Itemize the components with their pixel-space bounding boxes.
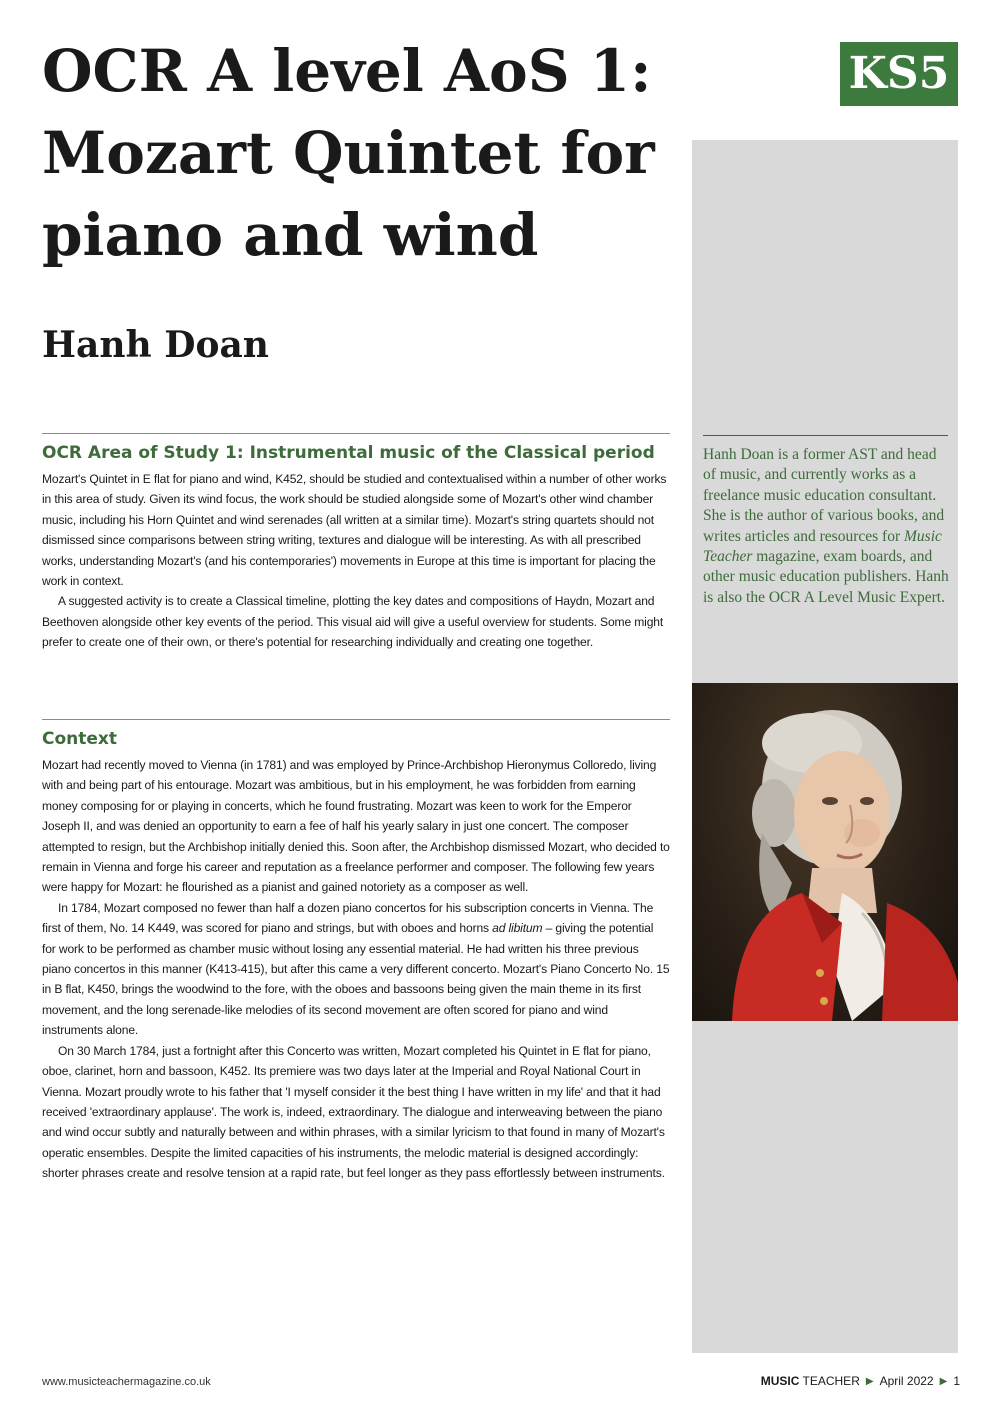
context-paragraph-1: Mozart had recently moved to Vienna (in 1781) and was employed by Prince-Archbishop Hieronymus Colloredo, living with and being part of his entourage. Mozart was ambitious, but in his employment, he was forbidden from earning money composing for or playing in concerts, which he found frustrating. Mozart was keen to work for the Emperor Joseph II, and was denied an opportunity to earn a fee of half his yearly salary in just one concert. The composer attempted to resign, but the Archbishop initially denied this. Soon after, the Archbishop dismissed Mozart, who decided to remain in Vienna and forge his career and reputation as a freelance performer and composer. The following few years were happy for Mozart: he flourished as a pianist and gained notoriety as a composer as well. [42,758,670,895]
page-number: 1 [953,1374,960,1388]
context-heading: Context [42,729,118,749]
article-title [42,30,682,276]
level-badge: KS5 [840,42,958,106]
aos-paragraph-2: A suggested activity is to create a Classical timeline, plotting the key dates and compositions of Haydn, Mozart and Beethoven alongside other key events of the period. This visual aid will give a useful overview for students. Some might prefer to create one of their own, or there's potential for researching individually and creating one together. [42,594,664,650]
context-body [42,755,670,1184]
footer-brand [761,1374,860,1388]
context-paragraph-2 [42,898,670,1041]
author-bio [703,445,953,608]
aos-body [42,469,670,653]
arrow-right-icon: ▶ [865,1375,874,1387]
context-p2-italic: ad libitum [492,921,543,936]
author-name: Hanh Doan [42,324,269,366]
footer-brand-rest: TEACHER [802,1374,860,1388]
bio-text-2: magazine, exam boards, and other music education publishers. Hanh is also the OCR A Level Music Expert. [703,548,949,606]
context-p2-text-b: – giving the potential for work to be performed as chamber music without losing any essential material. He had written his three previous piano concertos in this manner (K413-415), but after this came a very different concerto. Mozart's Piano Concerto No. 15 in B flat, K450, brings the woodwind to the fore, with the oboes and bassoons being given the main theme in its first movement, and the long serenade-like melodies of its second movement are often scored for piano and wind instruments alone. [42,921,670,1038]
footer-issue: April 2022 [879,1374,934,1388]
mozart-portrait-image [692,683,958,1021]
title-line-1: OCR A level AoS 1: [42,37,652,105]
aos-paragraph-1: Mozart's Quintet in E flat for piano and wind, K452, should be studied and contextualised within a number of other works in this area of study. Given its wind focus, the work should be studied alongside some of Mozart's other wind chamber music, including his Horn Quintet and wind serenades (all written at a similar time). Mozart's string quartets should not dismissed since comparisons between string writing, textures and dialogue will be interesting. As with all prescribed works, understanding Mozart's (and his contemporaries') movements in Europe at this time is important for placing the work in context. [42,472,667,589]
context-p2-text-a: In 1784, Mozart composed no fewer than half a dozen piano concertos for his subscription concerts in Vienna. The first of them, No. 14 K449, was scored for piano and strings, but with oboes and horns [42,900,654,936]
section-divider-context [42,719,670,720]
context-paragraph-3: On 30 March 1784, just a fortnight after this Concerto was written, Mozart completed his Quintet in E flat for piano, oboe, clarinet, horn and bassoon, K452. Its premiere was two days later at the Imperial and Royal National Court in Vienna. Mozart proudly wrote to his father that 'I myself consider it the best thing I have written in my life' and that it had received 'extraordinary applause'. The work is, indeed, extraordinary. The dialogue and interweaving between the piano and wind occur subtly and naturally between and within phrases, with a similar lyricism to that found in many of Mozart's operatic ensembles. Despite the limited capacities of his instruments, the melodic material is designed accordingly: shorter phrases create and resolve tension at a rapid rate, but feel longer as they pass effortlessly between instruments. [42,1043,665,1181]
aos-heading: OCR Area of Study 1: Instrumental music of the Classical period [42,443,655,463]
section-divider-aos [42,433,670,434]
arrow-right-icon: ▶ [939,1375,948,1387]
bio-text-1: Hanh Doan is a former AST and head of music, and currently works as a freelance music education consultant. She is the author of various books, and writes articles and resources for [703,446,945,545]
bio-divider [703,435,948,436]
footer-brand-bold: MUSIC [760,1374,800,1388]
portrait-illustration [692,683,958,1021]
footer-url[interactable]: www.musicteachermagazine.co.uk [42,1376,211,1388]
bio-magazine-name: Music Teacher [703,527,942,566]
footer-masthead [761,1374,960,1388]
title-line-3: piano and wind [42,201,539,269]
title-line-2: Mozart Quintet for [42,119,655,187]
